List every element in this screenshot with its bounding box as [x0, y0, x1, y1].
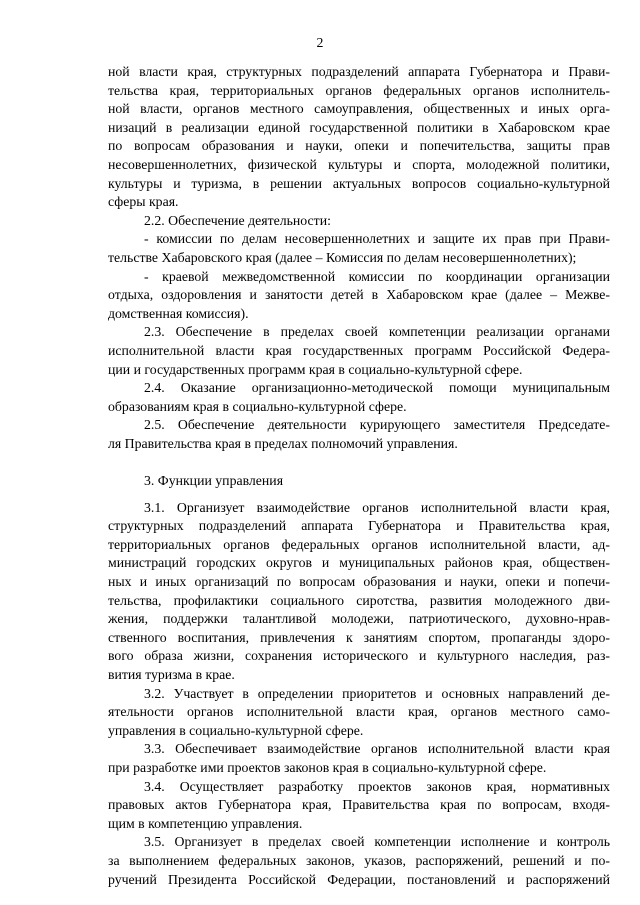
text-line: 3.2. Участвует в определении приоритетов и основных направлений де-: [144, 685, 610, 701]
text-line: ручений Президента Российской Федерации, постановлений и распоряжений: [108, 871, 610, 887]
text-line: домственная комиссия).: [108, 305, 249, 321]
page-number: 2: [316, 35, 324, 50]
text-line: за выполнением федеральных законов, указов, распоряжений, решений и по-: [108, 852, 610, 868]
paragraph: [108, 499, 610, 685]
paragraph: [108, 833, 610, 889]
section-gap: [108, 453, 610, 472]
text-line: - краевой межведомственной комиссии по координации организации: [144, 268, 610, 284]
text-line: ственного воспитания, привлечения к занятиям спортом, пропаганды здоро-: [108, 629, 610, 645]
text-line: правовых актов Губернатора края, Правительства края по вопросам, входя-: [108, 797, 610, 813]
document-body: [108, 63, 610, 889]
text-line: тельства края, территориальных органов федеральных органов исполнитель-: [108, 82, 610, 98]
text-line: культуры и туризма, в решении актуальных вопросов социально-культурной: [108, 175, 610, 191]
section-heading: 3. Функции управления: [144, 473, 284, 489]
text-line: территориальных органов федеральных органов исполнительной власти, ад-: [108, 536, 610, 552]
text-line: отдыха, оздоровления и занятости детей в Хабаровском крае (далее – Межве-: [108, 287, 610, 303]
paragraph: [108, 778, 610, 834]
section-3-text: [108, 499, 610, 889]
text-line: ной власти края, структурных подразделений аппарата Губернатора и Прави-: [108, 64, 610, 79]
text-line: ных и иных организаций по вопросам образования и науки, опеки и попечи-: [108, 574, 610, 590]
text-line: 3.1. Организует взаимодействие органов исполнительной власти края,: [144, 499, 610, 515]
text-line: 3.4. Осуществляет разработку проектов законов края, нормативных: [144, 778, 610, 794]
text-line: низаций в реализации единой государственной политики в Хабаровском крае: [108, 119, 610, 135]
text-line: по вопросам образования и науки, опеки и попечительства, защиты прав: [108, 138, 610, 154]
text-line: образованиям края в социально-культурной сфере.: [108, 398, 407, 414]
text-line: ной власти, органов местного самоуправления, общественных и иных орга-: [108, 101, 610, 117]
text-line: структурных подразделений аппарата Губернатора и Правительства края,: [108, 518, 610, 534]
text-line: вого образа жизни, сохранения исторического и культурного наследия, раз-: [108, 648, 610, 664]
text-line: несовершеннолетних, физической культуры и спорта, молодежной политики,: [108, 156, 610, 172]
text-line: ятельности органов исполнительной власти края, органов местного само-: [108, 704, 610, 720]
text-line: 2.2. Обеспечение деятельности:: [144, 212, 331, 228]
text-line: 2.3. Обеспечение в пределах своей компетенции реализации органами: [144, 324, 610, 340]
text-line: ции и государственных программ края в социально-культурной сфере.: [108, 361, 523, 377]
paragraph: [108, 379, 610, 416]
text-line: управления в социально-культурной сфере.: [108, 722, 364, 738]
section-2-text: [108, 63, 610, 453]
text-line: тельстве Хабаровского края (далее – Комиссия по делам несовершеннолетних);: [108, 249, 577, 265]
heading-gap: [108, 491, 610, 499]
text-line: министраций городских округов и муниципальных районов края, обществен-: [108, 555, 610, 571]
text-line: щим в компетенцию управления.: [108, 815, 303, 831]
paragraph: [108, 212, 610, 231]
text-line: исполнительной власти края государственных программ Российской Федера-: [108, 342, 610, 358]
text-line: сферы края.: [108, 194, 179, 210]
text-line: ля Правительства края в пределах полномочий управления.: [108, 435, 458, 451]
paragraph: [108, 230, 610, 267]
text-line: вития туризма в крае.: [108, 667, 235, 682]
text-line: 2.5. Обеспечение деятельности курирующего заместителя Председате-: [144, 417, 610, 433]
paragraph: [108, 63, 610, 212]
text-line: при разработке ими проектов законов края в социально-культурной сфере.: [108, 759, 547, 775]
text-line: тельства, профилактики социального сиротства, развития молодежного дви-: [108, 592, 610, 608]
paragraph: [108, 740, 610, 777]
text-line: 3.3. Обеспечивает взаимодействие органов исполнительной власти края: [144, 741, 610, 757]
text-line: - комиссии по делам несовершеннолетних и защите их прав при Прави-: [144, 231, 610, 247]
text-line: жения, поддержки талантливой молодежи, патриотического, духовно-нрав-: [108, 611, 610, 627]
text-line: 3.5. Организует в пределах своей компетенции исполнение и контроль: [144, 834, 610, 850]
paragraph: [108, 685, 610, 741]
text-line: 2.4. Оказание организационно-методической помощи муниципальным: [144, 380, 610, 396]
paragraph: [108, 416, 610, 453]
paragraph: [108, 268, 610, 324]
paragraph: [108, 323, 610, 379]
